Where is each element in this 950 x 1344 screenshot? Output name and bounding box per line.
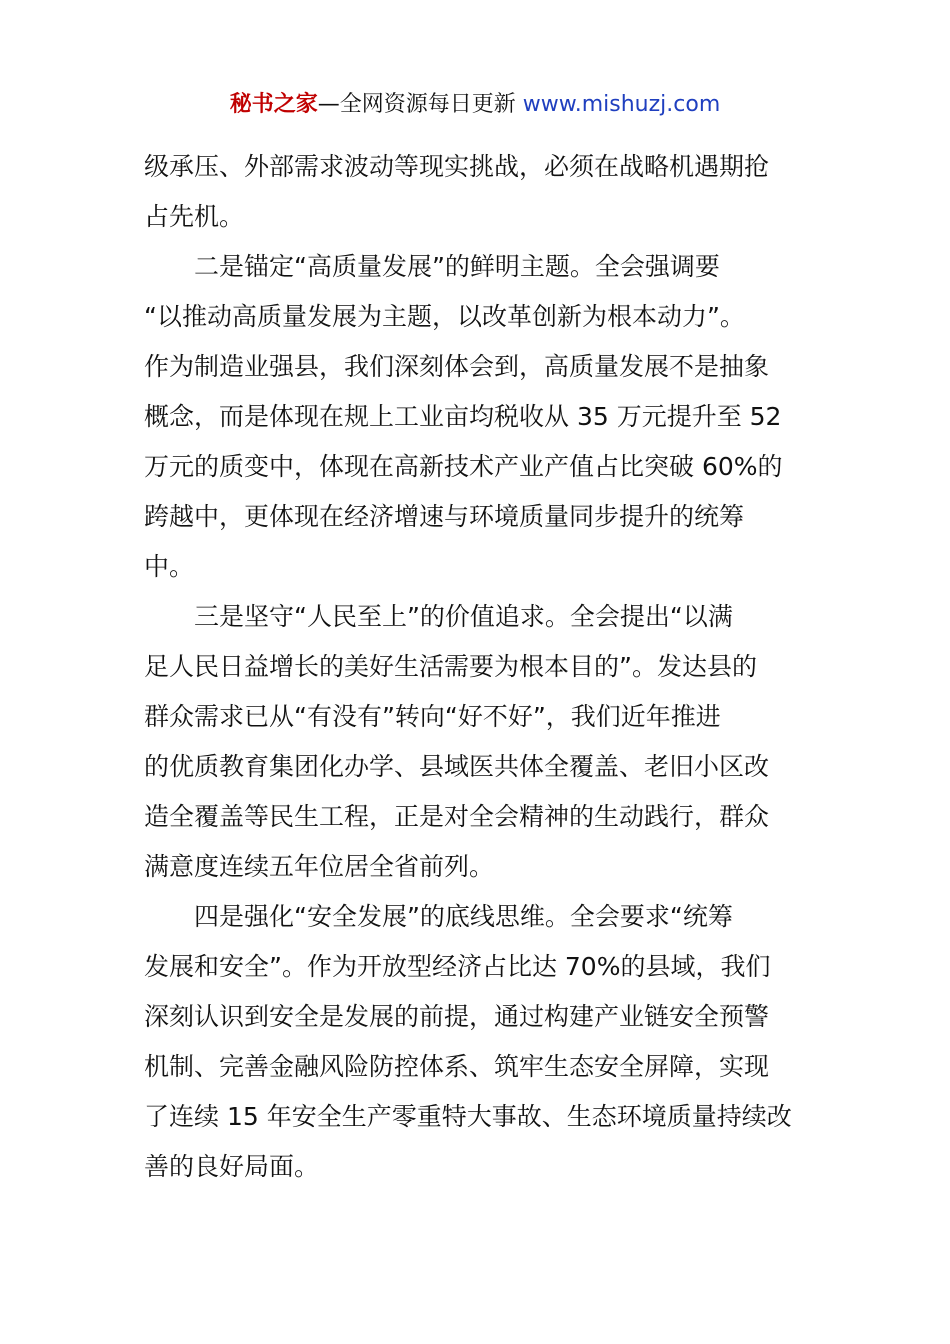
text-line: 满意度连续五年位居全省前列。 [144, 852, 495, 881]
text-line: 中。 [144, 552, 195, 581]
text-line: 概念，而是体现在规上工业亩均税收从 35 万元提升至 52 [144, 402, 782, 431]
text-line: 足人民日益增长的美好生活需要为根本目的”。发达县的 [144, 652, 757, 681]
text-line: 的优质教育集团化办学、县域医共体全覆盖、老旧小区改 [144, 752, 770, 781]
document-body [144, 142, 806, 1192]
text-line: 三是坚守“人民至上”的价值追求。全会提出“以满 [194, 602, 733, 631]
paragraph [144, 242, 806, 592]
text-line: 群众需求已从“有没有”转向“好不好”，我们近年推进 [144, 702, 721, 731]
text-line: 二是锚定“高质量发展”的鲜明主题。全会强调要 [194, 252, 720, 281]
text-line: 作为制造业强县，我们深刻体会到，高质量发展不是抽象 [144, 352, 770, 381]
text-line: 造全覆盖等民生工程，正是对全会精神的生动践行，群众 [144, 802, 770, 831]
text-line: “以推动高质量发展为主题，以改革创新为根本动力”。 [144, 302, 745, 331]
site-url-link[interactable]: www.mishuzj.com [522, 92, 721, 117]
paragraph [144, 892, 806, 1192]
text-line: 级承压、外部需求波动等现实挑战，必须在战略机遇期抢 [144, 152, 770, 181]
text-line: 跨越中，更体现在经济增速与环境质量同步提升的统筹 [144, 502, 745, 531]
text-line: 占先机。 [144, 202, 245, 231]
text-line: 四是强化“安全发展”的底线思维。全会要求“统筹 [194, 902, 733, 931]
header-tagline: —全网资源每日更新 [317, 92, 516, 117]
text-line: 了连续 15 年安全生产零重特大事故、生态环境质量持续改 [144, 1102, 792, 1131]
text-line: 机制、完善金融风险防控体系、筑牢生态安全屏障，实现 [144, 1052, 770, 1081]
paragraph [144, 592, 806, 892]
text-line: 万元的质变中，体现在高新技术产业产值占比突破 60%的 [144, 452, 783, 481]
text-line: 深刻认识到安全是发展的前提，通过构建产业链安全预警 [144, 1002, 770, 1031]
brand-name: 秘书之家 [229, 92, 318, 117]
text-line: 发展和安全”。作为开放型经济占比达 70%的县域，我们 [144, 952, 771, 981]
page-header [0, 89, 950, 121]
text-line: 善的良好局面。 [144, 1152, 320, 1181]
paragraph [144, 142, 806, 242]
